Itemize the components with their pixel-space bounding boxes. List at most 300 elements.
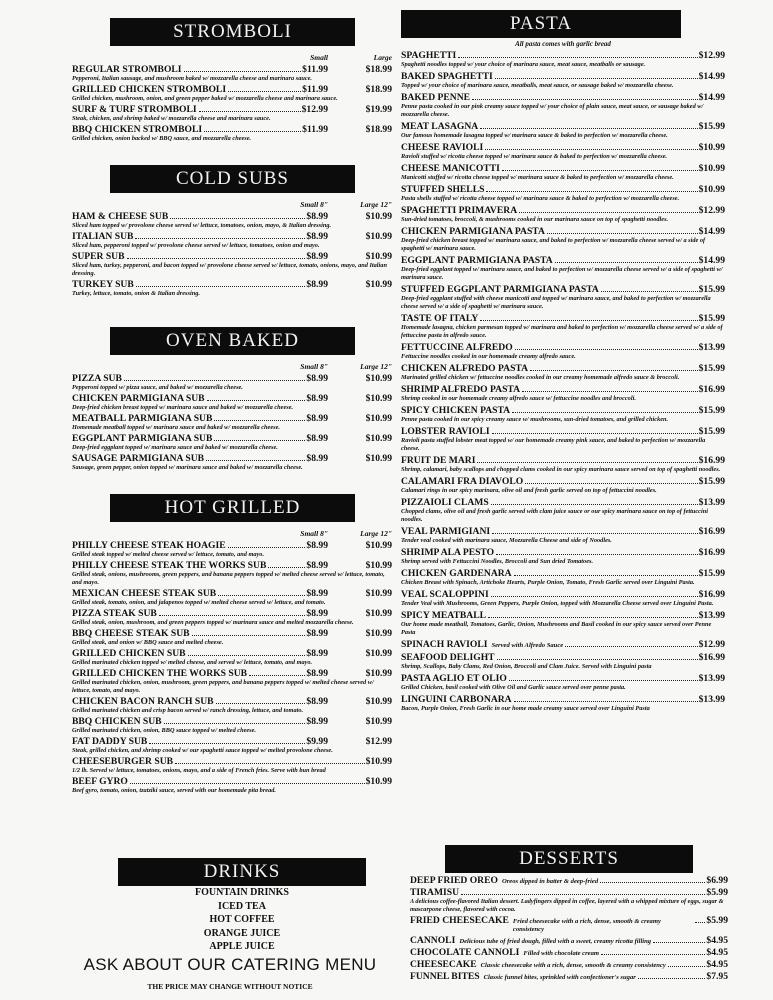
item-row xyxy=(72,756,392,767)
menu-item xyxy=(410,959,728,970)
item-name: DEEP FRIED OREO xyxy=(410,875,498,886)
menu-item xyxy=(401,526,725,545)
item-description: Deep-fried eggplant topped w/ marinara sauce and baked w/ mozzarella cheese. xyxy=(72,444,278,451)
price-small: $8.99 xyxy=(306,608,328,619)
item-description: Pepperoni, Italian sausage, and mushroom baked w/ mozzarella cheese and marinara sauce. xyxy=(72,75,313,82)
item-price: $15.99 xyxy=(698,568,725,579)
price-large: $10.99 xyxy=(365,279,392,290)
item-description: Shrimp cooked in our homemade creamy alfredo sauce w/ fettuccine noodles and broccoli. xyxy=(401,395,636,402)
item-price: $13.99 xyxy=(698,342,725,353)
item-name: TURKEY SUB xyxy=(72,279,134,290)
price-small: $8.99 xyxy=(306,588,328,599)
dot-leader xyxy=(130,783,365,784)
menu-item xyxy=(72,211,392,230)
menu-section xyxy=(72,165,392,299)
item-row xyxy=(401,184,725,195)
size-large-label: Large 12" xyxy=(360,200,392,209)
item-name: SPAGHETTI PRIMAVERA xyxy=(401,205,518,216)
item-row xyxy=(401,694,725,705)
item-description: Shrimp, Scallops, Baby Clams, Red Onion, Broccoli and Clam Juice. Served with Linguini pasta xyxy=(401,663,652,670)
dot-leader xyxy=(488,617,698,618)
menu-item xyxy=(401,71,725,90)
item-description: Topped w/ your choice of marinara sauce, meatballs, meat sauce, or sausage baked w/ mozzarella cheese. xyxy=(401,82,674,89)
item-row xyxy=(72,104,392,115)
item-row xyxy=(401,71,725,82)
menu-item xyxy=(401,497,725,524)
section-header: STROMBOLI xyxy=(110,18,355,46)
item-price: $6.99 xyxy=(706,875,728,886)
item-row xyxy=(401,226,725,237)
item-name: BBQ CHICKEN STROMBOLI xyxy=(72,124,203,135)
item-name: BAKED SPAGHETTI xyxy=(401,71,493,82)
size-small-label: Small 8" xyxy=(300,362,328,371)
item-description: Turkey, lettuce, tomato, onion & Italian dressing. xyxy=(72,290,200,297)
item-row xyxy=(72,64,392,75)
price-small: $8.99 xyxy=(306,211,328,222)
item-name: EGGPLANT PARMIGIANA PASTA xyxy=(401,255,553,266)
item-name: CHICKEN PARMIGIANA SUB xyxy=(72,393,205,404)
menu-item xyxy=(401,455,725,474)
price-large: $18.99 xyxy=(365,124,392,135)
item-price: $15.99 xyxy=(698,284,725,295)
item-inline-desc: Classic funnel bites, sprinkled with confectioner's sugar xyxy=(483,974,636,981)
item-row xyxy=(410,935,728,946)
drink-item: ORANGE JUICE xyxy=(203,927,281,939)
menu-section xyxy=(72,494,392,796)
dot-leader xyxy=(486,191,697,192)
item-name: CHEESE MANICOTTI xyxy=(401,163,500,174)
price-small: $8.99 xyxy=(306,279,328,290)
item-price: $5.99 xyxy=(706,915,728,926)
dot-leader xyxy=(472,99,698,100)
drinks-section xyxy=(118,858,366,954)
item-name: FRUIT DE MARI xyxy=(401,455,476,466)
price-small: $11.99 xyxy=(302,84,328,95)
menu-section xyxy=(72,327,392,473)
price-large: $18.99 xyxy=(365,84,392,95)
item-name: LINGUINI CARBONARA xyxy=(401,694,512,705)
menu-item xyxy=(401,313,725,340)
section-header: COLD SUBS xyxy=(110,165,355,193)
item-row xyxy=(72,588,392,599)
item-price: $13.99 xyxy=(698,694,725,705)
item-row xyxy=(72,736,392,747)
price-large: $10.99 xyxy=(365,540,392,551)
price-large: $10.99 xyxy=(365,433,392,444)
item-row xyxy=(401,568,725,579)
dot-leader xyxy=(159,615,306,616)
section-header: HOT GRILLED xyxy=(110,494,355,522)
item-row xyxy=(72,696,392,707)
item-name: FRIED CHEESECAKE xyxy=(410,915,509,926)
item-description: Grilled chicken, onion backed w/ BBQ sauce, and mozzarella cheese. xyxy=(72,135,252,142)
price-small: $8.99 xyxy=(306,251,328,262)
item-description: Deep-fried eggplant stuffed with cheese manicotti and topped w/ marinara sauce, and baked to perfection w/ mozzarella cheese served w/ a side of spaghetti w/ marinara sauce. xyxy=(401,295,711,310)
item-name: CHICKEN GARDENARA xyxy=(401,568,512,579)
dot-leader xyxy=(695,922,705,923)
dot-leader xyxy=(480,128,697,129)
item-price: $4.95 xyxy=(706,959,728,970)
item-name: STUFFED SHELLS xyxy=(401,184,485,195)
item-name: GRILLED CHICKEN STROMBOLI xyxy=(72,84,227,95)
item-description: Spaghetti noodles topped w/ your choice of marinara sauce, meat sauce, meatballs or sausage. xyxy=(401,61,646,68)
price-notice: THE PRICE MAY CHANGE WITHOUT NOTICE xyxy=(147,982,313,991)
item-name: CHICKEN BACON RANCH SUB xyxy=(72,696,214,707)
item-row xyxy=(401,255,725,266)
item-row xyxy=(401,384,725,395)
item-price: $12.99 xyxy=(698,639,725,650)
menu-item xyxy=(410,947,728,958)
item-description: Sun-dried tomatoes, broccoli, & mushrooms cooked in our marinara sauce on top of spaghetti noodles. xyxy=(401,216,669,223)
menu-item xyxy=(72,453,392,472)
size-labels xyxy=(72,52,392,64)
dot-leader xyxy=(600,882,705,883)
item-row xyxy=(401,476,725,487)
item-row xyxy=(410,971,728,982)
dot-leader xyxy=(491,504,698,505)
item-description: A delicious coffee-flavored Italian dessert. Ladyfingers dipped in coffee, layered with a whipped mixture of eggs, sugar & mascarpone cheese, flavored with cocoa. xyxy=(410,898,724,913)
price-large: $10.99 xyxy=(365,231,392,242)
price-small: $8.99 xyxy=(306,373,328,384)
menu-item xyxy=(401,184,725,203)
item-name: EGGPLANT PARMIGIANA SUB xyxy=(72,433,213,444)
item-name: CHOCOLATE CANNOLI xyxy=(410,947,520,958)
item-price: $10.99 xyxy=(698,142,725,153)
price-small: $8.99 xyxy=(306,453,328,464)
price-large: $10.99 xyxy=(365,393,392,404)
price-large: $10.99 xyxy=(365,453,392,464)
menu-item xyxy=(401,342,725,361)
price-small: $12.99 xyxy=(301,104,328,115)
item-name: BEEF GYRO xyxy=(72,776,128,787)
item-name: ITALIAN SUB xyxy=(72,231,134,242)
dot-leader xyxy=(653,942,705,943)
item-name: FAT DADDY SUB xyxy=(72,736,148,747)
item-row xyxy=(72,608,392,619)
item-inline-desc: Fried cheesecake with a rich, dense, smooth & creamy consistency xyxy=(512,918,661,933)
drinks-list xyxy=(118,886,366,954)
dot-leader xyxy=(519,212,697,213)
dot-leader xyxy=(496,554,697,555)
price-small: $8.99 xyxy=(306,696,328,707)
dot-leader xyxy=(492,533,698,534)
menu-item xyxy=(72,608,392,627)
price-small: $9.99 xyxy=(306,736,328,747)
item-name: TIRAMISU xyxy=(410,887,460,898)
item-description: Grilled marinated chicken and crisp bacon served w/ ranch dressing, lettuce, and tomato. xyxy=(72,707,304,714)
item-description: Grilled marinated chicken topped w/ melted cheese, and served w/ lettuce, tomato, and mayo. xyxy=(72,659,313,666)
dot-leader xyxy=(164,723,306,724)
item-inline-desc: Oreos dipped in batter & deep-fried xyxy=(501,878,599,885)
menu-item xyxy=(401,568,725,587)
item-price: $15.99 xyxy=(698,363,725,374)
pasta-section xyxy=(401,10,725,715)
item-name: GRILLED CHICKEN SUB xyxy=(72,648,186,659)
menu-item xyxy=(401,673,725,692)
desserts-section xyxy=(410,845,728,983)
item-inline-desc: Delicious tube of fried dough, filled with a sweet, creamy ricotta filling xyxy=(459,938,652,945)
item-description: Steak, grilled chicken, and shrimp cooked w/ our spaghetti sauce topped w/ melted provolone cheese. xyxy=(72,747,333,754)
item-name: VEAL PARMIGIANI xyxy=(401,526,491,537)
item-name: BBQ CHICKEN SUB xyxy=(72,716,162,727)
pasta-subtitle: All pasta comes with garlic bread xyxy=(515,40,611,48)
item-description: Sliced ham topped w/ provolone cheese served w/ lettuce, tomatoes, onion, mayo, & Italian dressing. xyxy=(72,222,332,229)
item-price: $15.99 xyxy=(698,476,725,487)
item-row xyxy=(401,284,725,295)
item-row xyxy=(401,142,725,153)
menu-item xyxy=(401,426,725,453)
dot-leader xyxy=(555,262,698,263)
menu-item xyxy=(401,92,725,119)
menu-item xyxy=(401,476,725,495)
price-small: $8.99 xyxy=(306,540,328,551)
item-inline-desc: Filled with chocolate cream xyxy=(523,950,600,957)
price-large: $10.99 xyxy=(365,716,392,727)
dot-leader xyxy=(136,286,306,287)
item-name: MEXICAN CHEESE STEAK SUB xyxy=(72,588,217,599)
item-row xyxy=(401,363,725,374)
item-name: STUFFED EGGPLANT PARMIGIANA PASTA xyxy=(401,284,599,295)
item-row xyxy=(72,453,392,464)
item-description: Sausage, green pepper, onion topped w/ marinara sauce and baked w/ mozzarella cheese. xyxy=(72,464,303,471)
item-price: $13.99 xyxy=(698,497,725,508)
menu-item xyxy=(72,648,392,667)
dot-leader xyxy=(184,71,302,72)
item-name: SPINACH RAVIOLI xyxy=(401,639,488,650)
item-row xyxy=(72,413,392,424)
menu-item xyxy=(72,84,392,103)
price-large: $19.99 xyxy=(365,104,392,115)
item-name: CHICKEN PARMIGIANA PASTA xyxy=(401,226,545,237)
item-row xyxy=(401,405,725,416)
item-description: Chicken Breast with Spinach, Artichoke Hearts, Purple Onion, Tomato, Fresh Garlic served over Linguini Pasta. xyxy=(401,579,695,586)
item-row xyxy=(72,373,392,384)
menu-item xyxy=(401,384,725,403)
item-name: CALAMARI FRA DIAVOLO xyxy=(401,476,524,487)
item-row xyxy=(401,673,725,684)
item-row xyxy=(401,313,725,324)
item-name: FUNNEL BITES xyxy=(410,971,480,982)
item-name: CHEESEBURGER SUB xyxy=(72,756,174,767)
item-row xyxy=(401,426,725,437)
item-price: $16.99 xyxy=(698,455,725,466)
size-small-label: Small xyxy=(310,53,328,62)
item-description: Pepperoni topped w/ pizza sauce, and baked w/ mozzarella cheese. xyxy=(72,384,243,391)
item-description: Manicotti stuffed w/ ricotta cheese topped w/ marinara sauce & baked to perfection w/ mozzarella cheese. xyxy=(401,174,674,181)
dot-leader xyxy=(206,460,305,461)
item-name: SHRIMP ALFREDO PASTA xyxy=(401,384,521,395)
item-name: CHICKEN ALFREDO PASTA xyxy=(401,363,529,374)
item-description: Bacon, Purple Onion, Fresh Garlic in our home made creamy sauce served over Linguini Pasta xyxy=(401,705,650,712)
item-row xyxy=(401,652,725,663)
price-large: $10.99 xyxy=(365,668,392,679)
dot-leader xyxy=(491,596,698,597)
item-description: Grilled marinated chicken, onion, mushroom, green peppers, and banana peppers topped w/ melted cheese served w/ lettuce, tomato, and mayo. xyxy=(72,679,374,694)
item-row xyxy=(401,547,725,558)
menu-item xyxy=(401,284,725,311)
menu-item xyxy=(72,540,392,559)
item-name: PHILLY CHEESE STEAK THE WORKS SUB xyxy=(72,560,267,571)
item-price: $10.99 xyxy=(698,163,725,174)
menu-item xyxy=(401,163,725,182)
item-row xyxy=(72,668,392,679)
dot-leader xyxy=(514,701,698,702)
dot-leader xyxy=(492,433,698,434)
dot-leader xyxy=(228,547,306,548)
item-description: Penne pasta cooked in our pink creamy sauce topped w/ your choice of plain sauce, meat sauce, or sausage baked w/ mozzarella cheese. xyxy=(401,103,704,118)
dot-leader xyxy=(249,675,305,676)
item-price: $15.99 xyxy=(698,121,725,132)
item-price: $16.99 xyxy=(698,652,725,663)
dot-leader xyxy=(547,233,698,234)
size-large-label: Large xyxy=(373,53,392,62)
item-row xyxy=(410,959,728,970)
dot-leader xyxy=(127,258,306,259)
menu-item xyxy=(72,776,392,795)
menu-item xyxy=(72,393,392,412)
price-small: $11.99 xyxy=(302,124,328,135)
item-name: SURF & TURF STROMBOLI xyxy=(72,104,197,115)
menu-item xyxy=(401,363,725,382)
item-description: Tender Veal with Mushrooms, Green Peppers, Purple Onion, topped with Mozzarella Cheese served over Linguini Pasta. xyxy=(401,600,714,607)
item-row xyxy=(72,648,392,659)
dot-leader xyxy=(515,349,698,350)
dot-leader xyxy=(601,954,705,955)
item-name: FETTUCCINE ALFREDO xyxy=(401,342,513,353)
price-small: $8.99 xyxy=(306,231,328,242)
dot-leader xyxy=(175,763,365,764)
catering-notice: ASK ABOUT OUR CATERING MENU xyxy=(83,955,377,974)
dot-leader xyxy=(268,567,305,568)
menu-item xyxy=(401,205,725,224)
item-price: $10.99 xyxy=(365,756,392,767)
item-row xyxy=(401,526,725,537)
item-row xyxy=(401,205,725,216)
item-row xyxy=(401,121,725,132)
item-row xyxy=(401,610,725,621)
menu-item xyxy=(72,668,392,695)
dot-leader xyxy=(149,743,305,744)
item-name: SPAGHETTI xyxy=(401,50,457,61)
dot-leader xyxy=(485,149,697,150)
item-price: $7.95 xyxy=(706,971,728,982)
price-large: $18.99 xyxy=(365,64,392,75)
dot-leader xyxy=(495,78,698,79)
item-price: $14.99 xyxy=(698,226,725,237)
item-inline-desc: Classic cheesecake with a rich, dense, smooth & creamy consistency xyxy=(480,962,666,969)
item-name: BBQ CHEESE STEAK SUB xyxy=(72,628,190,639)
dot-leader xyxy=(218,595,305,596)
item-description: Grilled steak topped w/ melted cheese served w/ lettuce, tomato, and mayo. xyxy=(72,551,265,558)
item-row xyxy=(401,455,725,466)
price-small: $8.99 xyxy=(306,393,328,404)
size-labels xyxy=(72,199,392,211)
menu-item xyxy=(72,756,392,775)
item-name: TASTE OF ITALY xyxy=(401,313,479,324)
item-description: Grilled steak, and onion w/ BBQ sauce and melted cheese. xyxy=(72,639,224,646)
dot-leader xyxy=(207,400,306,401)
item-name: SUPER SUB xyxy=(72,251,125,262)
menu-item xyxy=(410,971,728,982)
item-price: $10.99 xyxy=(698,184,725,195)
item-name: SAUSAGE PARMIGIANA SUB xyxy=(72,453,205,464)
price-large: $10.99 xyxy=(365,696,392,707)
item-name: MEAT LASAGNA xyxy=(401,121,479,132)
item-description: Grilled chicken, mushroom, onion, and green pepper baked w/ mozzarella cheese and marinara sauce. xyxy=(72,95,338,102)
item-description: Fettuccine noodles cooked in our homemade creamy alfredo sauce. xyxy=(401,353,576,360)
dot-leader xyxy=(188,655,306,656)
menu-item xyxy=(410,887,728,914)
item-description: Sliced ham, pepperoni topped w/ provolone cheese served w/ lettuce, tomatoes, onion and mayo. xyxy=(72,242,320,249)
item-price: $4.95 xyxy=(706,947,728,958)
menu-item xyxy=(72,716,392,735)
section-header: DRINKS xyxy=(118,858,366,886)
item-description: Deep-fried chicken breast topped w/ marinara sauce, and baked to perfection w/ mozzarella cheese served w/ a side of spaghetti w/ marinara sauce. xyxy=(401,237,706,252)
item-price: $12.99 xyxy=(698,205,725,216)
item-price: $15.99 xyxy=(698,405,725,416)
item-name: CHEESECAKE xyxy=(410,959,477,970)
dot-leader xyxy=(135,238,305,239)
price-large: $10.99 xyxy=(365,628,392,639)
menu-item xyxy=(401,652,725,671)
item-description: Grilled Chicken, basil cooked with Olive Oil and Garlic sauce served over penne pasta. xyxy=(401,684,626,691)
item-row xyxy=(410,875,728,886)
menu-item xyxy=(401,694,725,713)
price-small: $8.99 xyxy=(306,413,328,424)
item-description: Ravioli pasta stuffed lobster meat topped w/ our homemade creamy pink sauce, and baked to perfection w/ mozzarella cheese. xyxy=(401,437,706,452)
item-row xyxy=(410,887,728,898)
dot-leader xyxy=(214,420,305,421)
menu-item xyxy=(401,547,725,566)
size-labels xyxy=(72,361,392,373)
item-price: $5.99 xyxy=(706,887,728,898)
item-row xyxy=(72,540,392,551)
price-small: $8.99 xyxy=(306,628,328,639)
section-header: DESSERTS xyxy=(445,845,693,873)
dot-leader xyxy=(522,391,698,392)
item-row xyxy=(72,211,392,222)
item-price: $13.99 xyxy=(698,673,725,684)
item-row xyxy=(72,433,392,444)
menu-item xyxy=(72,433,392,452)
item-price: $4.95 xyxy=(706,935,728,946)
item-price: $15.99 xyxy=(698,313,725,324)
item-price: $16.99 xyxy=(698,589,725,600)
item-description: Penne pasta cooked in our spicy creamy sauce w/ mushrooms, sun-dried tomatoes, and grilled chicken. xyxy=(401,416,669,423)
menu-item xyxy=(401,405,725,424)
menu-item xyxy=(410,915,728,934)
item-description: 1/2 lb. Served w/ lettuce, tomatoes, onions, mayo, and a side of French fries. Serve with bun bread xyxy=(72,767,326,774)
item-price: $16.99 xyxy=(698,384,725,395)
item-description: Pasta shells stuffed w/ ricotta cheese topped w/ marinara sauce & baked to perfection w/ mozzarella cheese. xyxy=(401,195,680,202)
dot-leader xyxy=(530,370,698,371)
item-description: Chopped clams, olive oil and fresh garlic served with clam juice sauce or our spicy marinara sauce on top of fettuccini noodles. xyxy=(401,508,708,523)
item-description: Shrimp, calamari, baby scallops and chopped clams cooked in our spicy marinara sauce served on top of spaghetti noodles. xyxy=(401,466,721,473)
item-row xyxy=(72,279,392,290)
price-small: $8.99 xyxy=(306,560,328,571)
price-large: $10.99 xyxy=(365,560,392,571)
dot-leader xyxy=(497,659,698,660)
item-price: $10.99 xyxy=(365,776,392,787)
item-row xyxy=(401,50,725,61)
dot-leader xyxy=(124,380,306,381)
item-description: Sliced ham, turkey, pepperoni, and bacon topped w/ provolone cheese served w/ lettuce, tomato, onions, mayo, and Italian dressing. xyxy=(72,262,387,277)
item-name: SEAFOOD DELIGHT xyxy=(401,652,495,663)
item-name: SPICY CHICKEN PASTA xyxy=(401,405,511,416)
menu-item xyxy=(401,142,725,161)
dot-leader xyxy=(214,440,305,441)
menu-item xyxy=(72,251,392,278)
